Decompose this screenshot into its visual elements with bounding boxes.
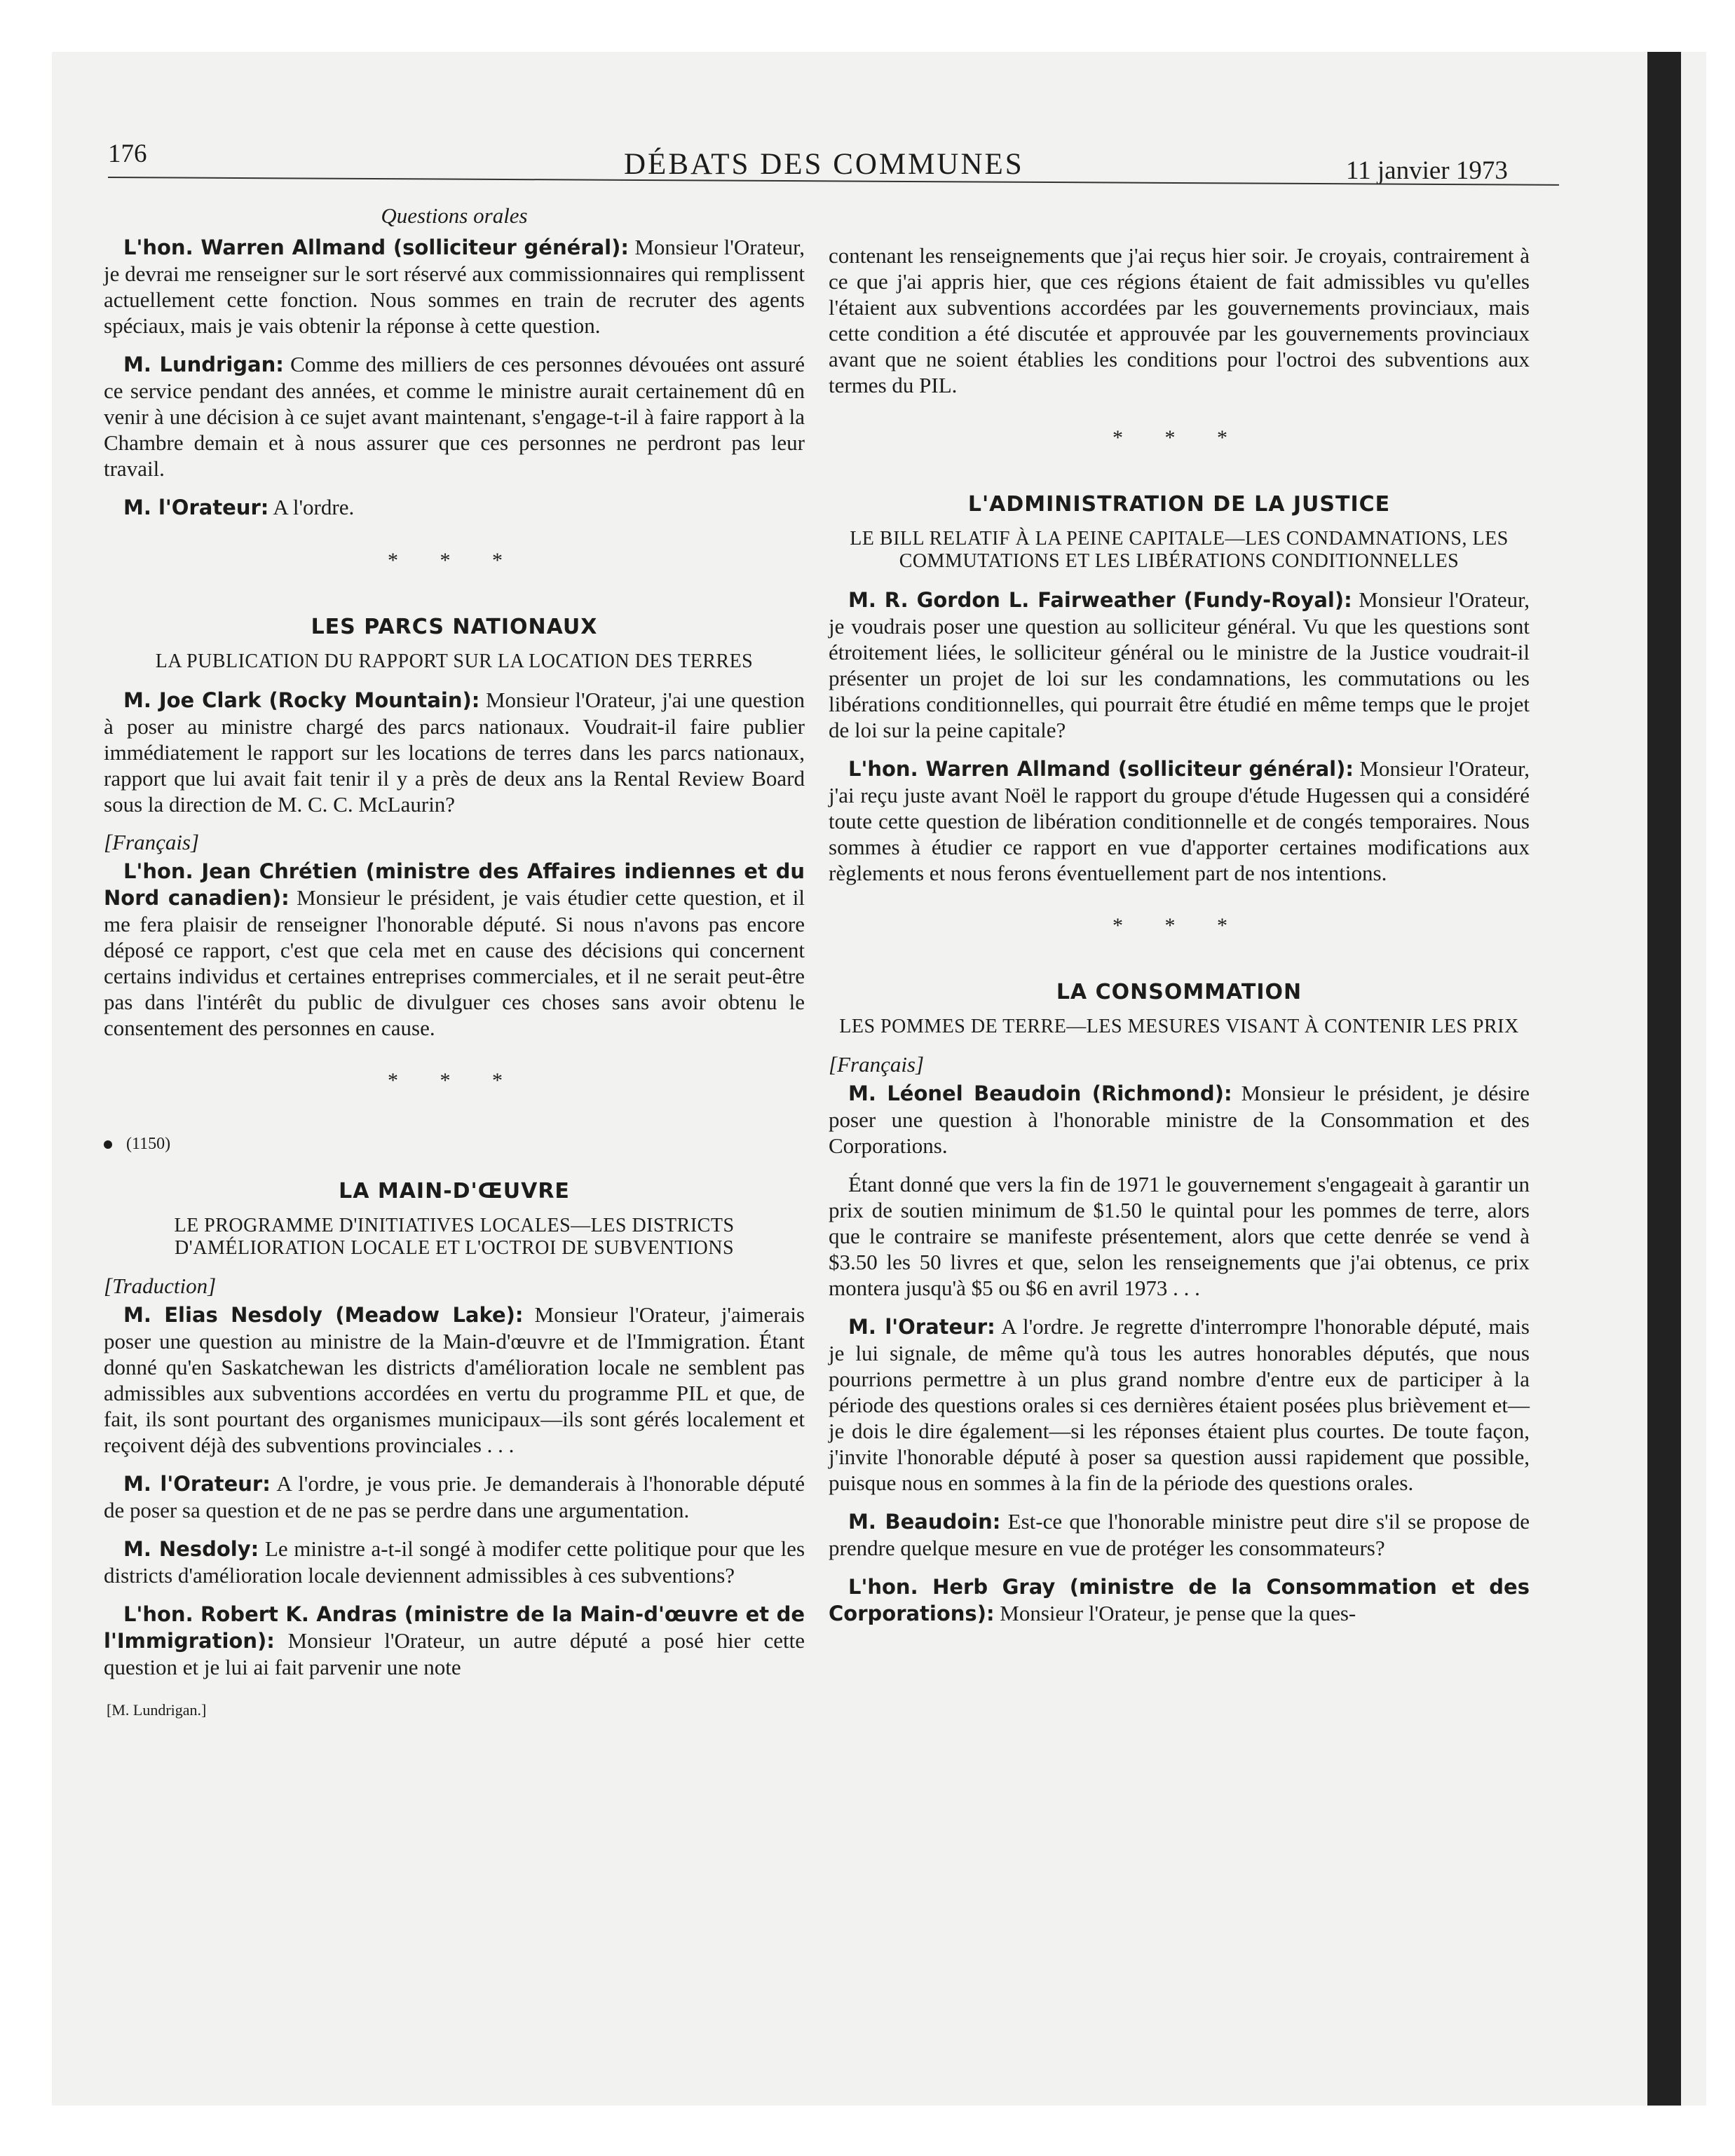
paragraph — [829, 756, 1530, 886]
speaker: M. R. Gordon L. Fairweather (Fundy-Royal): — [848, 588, 1352, 612]
paragraph — [829, 1574, 1530, 1627]
speaker: M. Joe Clark (Rocky Mountain): — [123, 688, 480, 712]
paragraph — [104, 1601, 805, 1680]
speech: Monsieur le président, je vais étudier cette question, et il me fera plaisir de renseigner l'honorable député. Si nous n'avons pas encore déposé ce rapport, c'est que cela met en cause des décisions qui concernent certains individus et certaines entreprises commerciales, et il ne serait peut-être pas dans l'intérêt du public de divulguer ces choses sans avoir obtenu le consentement des personnes en cause. — [104, 885, 805, 1040]
speech: Monsieur l'Orateur, j'ai une question à poser au ministre chargé des parcs nationaux. Voudrait-il faire publier immédiatement le rapport sur les locations de terres dans les parcs nationaux, rapport que lui avait fait tenir il y a près de deux ans la Rental Review Board sous la direction de M. C. C. McLaurin? — [104, 688, 805, 817]
speech: A l'ordre, je vous prie. Je demanderais à l'honorable député de poser sa question et de ne pas se perdre dans une argumentation. — [104, 1471, 805, 1522]
paragraph — [104, 494, 805, 521]
section-separator: * * * — [1113, 914, 1246, 937]
speech: Monsieur l'Orateur, un autre député a posé hier cette question et je lui ai fait parvenir une note — [104, 1628, 805, 1679]
speaker: L'hon. Warren Allmand (solliciteur général): — [848, 757, 1354, 781]
footnote: [M. Lundrigan.] — [107, 1701, 207, 1719]
speech: Monsieur l'Orateur, j'aimerais poser une question au ministre de la Main-d'œuvre et de l'Immigration. Étant donné qu'en Saskatchewan les districts d'amélioration locale ne semblent pas admissibles aux subventions accordées en vertu du programme PIL et que, de fait, ils sont pourtant des organismes municipaux—ils sont gérés localement et reçoivent déjà des subventions provinciales . . . — [104, 1302, 805, 1457]
speech: Monsieur le président, je désire poser une question à l'honorable ministre de la Consommation et des Corporations. — [829, 1081, 1530, 1158]
speech: Est-ce que l'honorable ministre peut dire s'il se propose de prendre quelque mesure en vue de protéger les consommateurs? — [829, 1509, 1530, 1560]
speech: A l'ordre. Je regrette d'interrompre l'honorable député, mais je lui signale, de même qu'à tous les autres honorables députés, que nous pourrions permettre à un plus grand nombre d'entre eux de participer à la période des questions orales si ces dernières étaient posées plus brièvement et—je dois le dire également—si les réponses étaient plus courtes. De toute façon, j'invite l'honorable député à poser sa question aussi rapidement que possible, puisque nous en sommes à la fin de la période des questions orales. — [829, 1314, 1530, 1495]
speaker: L'hon. Jean Chrétien (ministre des Affaires indiennes et du Nord canadien): — [104, 859, 805, 910]
speaker: M. l'Orateur: — [123, 1472, 271, 1496]
page-number: 176 — [108, 139, 147, 168]
running-title: DÉBATS DES COMMUNES — [624, 148, 1024, 181]
right-column — [829, 243, 1530, 1639]
speaker: M. Lundrigan: — [123, 353, 284, 376]
speaker: M. Beaudoin: — [848, 1510, 1001, 1534]
section-separator: * * * — [1113, 426, 1246, 449]
speaker: M. Elias Nesdoly (Meadow Lake): — [123, 1303, 524, 1327]
paragraph — [104, 1302, 805, 1458]
paragraph — [829, 1080, 1530, 1159]
language-marker: [Français] — [829, 1052, 925, 1077]
language-marker: [Français] — [104, 830, 200, 854]
section-title: L'ADMINISTRATION DE LA JUSTICE — [967, 492, 1391, 517]
scan-edge-bar — [1647, 52, 1681, 2106]
paragraph — [104, 858, 805, 1041]
paragraph: contenant les renseignements que j'ai reçus hier soir. Je croyais, contrairement à ce que j'ai appris hier, que ces régions étaient de fait admissibles vu qu'elles l'étaient aux subventions accordées par les gouvernements provinciaux, mais cette condition a été discutée et approuvée par les gouvernements provinciaux avant que ne soient établies les conditions pour l'octroi des subventions aux termes du PIL. — [829, 243, 1530, 397]
section-subtitle: LE PROGRAMME D'INITIATIVES LOCALES—LES DISTRICTS D'AMÉLIORATION LOCALE ET L'OCTROI DE SUBVENTIONS — [174, 1215, 735, 1259]
speaker: L'hon. Warren Allmand (solliciteur général): — [123, 236, 629, 259]
speaker: L'hon. Robert K. Andras (ministre de la Main-d'œuvre et de l'Immigration): — [104, 1602, 805, 1653]
speech: Monsieur l'Orateur, je devrai me renseigner sur le sort réservé aux commissionnaires qui remplissent actuellement cette fonction. Nous sommes en train de recruter des agents spéciaux, mais je vais obtenir la réponse à cette question. — [104, 235, 805, 338]
section-title: LA CONSOMMATION — [1056, 980, 1302, 1004]
section-title: LA MAIN-D'ŒUVRE — [339, 1179, 570, 1203]
paragraph — [104, 687, 805, 817]
speech: Comme des milliers de ces personnes dévouées ont assuré ce service pendant des années, et comme le ministre aurait certainement dû en venir à une décision à ce sujet avant maintenant, s'engage-t-il à faire rapport à la Chambre demain et à nous assurer que ces personnes ne perdront pas leur travail. — [104, 352, 805, 481]
left-column — [104, 203, 805, 1719]
paragraph — [104, 351, 805, 482]
speech: Le ministre a-t-il songé à modifer cette politique pour que les districts d'amélioration locale deviennent admissibles à ces subventions? — [104, 1536, 805, 1588]
speech: Monsieur l'Orateur, je pense que la ques- — [994, 1601, 1356, 1625]
speech: Monsieur l'Orateur, j'ai reçu juste avant Noël le rapport du groupe d'étude Hugessen qui a considéré toute cette question de libération conditionnelle et de congés temporaires. Nous sommes à étudier ce rapport en vue d'apporter certaines modifications aux règlements et nous ferons éventuellement part de nos intentions. — [829, 756, 1530, 885]
section-subtitle: LA PUBLICATION DU RAPPORT SUR LA LOCATION DES TERRES — [155, 650, 754, 672]
section-subheading: Questions orales — [381, 203, 528, 228]
language-marker: [Traduction] — [104, 1274, 217, 1298]
speaker: M. l'Orateur: — [123, 496, 269, 519]
speaker: M. l'Orateur: — [848, 1315, 995, 1339]
paragraph: Étant donné que vers la fin de 1971 le gouvernement s'engageait à garantir un prix de soutien minimum de $1.50 le quintal pour les pommes de terre, alors que le contraire se manifeste présentement, alors que cette denrée se vend à $3.50 les 50 livres et que, selon les renseignements que j'ai obtenus, ce prix montera jusqu'à $5 ou $6 en avril 1973 . . . — [829, 1172, 1530, 1300]
time-label: (1150) — [126, 1135, 171, 1153]
section-subtitle: LES POMMES DE TERRE—LES MESURES VISANT À CONTENIR LES PRIX — [839, 1016, 1519, 1037]
speaker: L'hon. Herb Gray (ministre de la Consommation et des Corporations): — [829, 1575, 1530, 1625]
speaker: M. Léonel Beaudoin (Richmond): — [848, 1082, 1232, 1105]
paragraph — [829, 1508, 1530, 1561]
section-separator: * * * — [388, 549, 521, 572]
section-separator: * * * — [388, 1069, 521, 1092]
section-subtitle: LE BILL RELATIF À LA PEINE CAPITALE—LES CONDAMNATIONS, LES COMMUTATIONS ET LES LIBÉRATIONS CONDITIONNELLES — [850, 528, 1509, 572]
speaker: M. Nesdoly: — [123, 1537, 259, 1561]
section-title: LES PARCS NATIONAUX — [311, 615, 598, 639]
paragraph — [104, 234, 805, 339]
paragraph — [104, 1536, 805, 1588]
bullet-icon — [104, 1140, 112, 1149]
speech: A l'ordre. — [268, 495, 355, 519]
time-marker — [104, 1135, 805, 1154]
paragraph — [829, 1314, 1530, 1496]
paragraph — [829, 587, 1530, 743]
speech: Monsieur l'Orateur, je voudrais poser une question au solliciteur général. Vu que les questions sont étroitement liées, le solliciteur général ou le ministre de la Justice voudrait-il présenter un projet de loi sur les condamnations, les commutations ou les libérations conditionnelles, qui pourrait être étudié en même temps que le projet de loi sur la peine capitale? — [829, 587, 1530, 742]
page-date: 11 janvier 1973 — [1346, 156, 1508, 185]
paragraph — [104, 1471, 805, 1523]
